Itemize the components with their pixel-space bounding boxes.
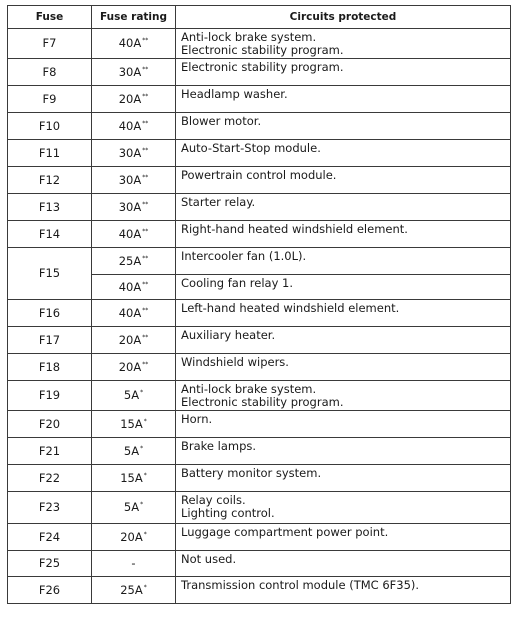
circuit-text: Auto-Start-Stop module. [181, 141, 321, 155]
circuit-text: Transmission control module (TMC 6F35). [181, 578, 420, 592]
rating-cell [92, 300, 176, 327]
rating-value: 20A [120, 529, 143, 544]
rating-footnote-mark: * [140, 444, 144, 452]
fuse-cell: F16 [8, 300, 92, 327]
circuits-cell [176, 59, 511, 86]
table-row [8, 577, 511, 604]
table-row [8, 140, 511, 167]
rating-value: 30A [118, 64, 142, 79]
fuse-cell: F18 [8, 354, 92, 381]
rating-value: 5A [123, 500, 140, 515]
rating-footnote-mark: * [143, 530, 147, 538]
circuits-cell [176, 551, 511, 577]
rating-value: 25A [118, 253, 142, 268]
table-row [8, 524, 511, 551]
rating-cell [92, 194, 176, 221]
rating-value: 40A [118, 305, 142, 320]
circuit-text: Electronic stability program. [181, 60, 344, 74]
fuse-cell: F9 [8, 86, 92, 113]
circuit-text: Lighting control. [181, 505, 275, 520]
rating-cell [92, 86, 176, 113]
circuits-cell [176, 411, 511, 438]
rating-footnote-mark: ** [142, 92, 149, 100]
circuits-cell [176, 381, 511, 411]
header-fuse-rating: Fuse rating [92, 6, 176, 29]
rating-footnote-mark: ** [142, 146, 149, 154]
rating-footnote-mark: ** [142, 280, 149, 288]
fuse-table [7, 5, 511, 604]
header-fuse: Fuse [8, 6, 92, 29]
fuse-cell: F19 [8, 381, 92, 411]
fuse-table-body [8, 29, 511, 604]
circuit-text: Powertrain control module. [181, 168, 337, 182]
circuits-cell [176, 577, 511, 604]
rating-cell [92, 29, 176, 59]
rating-cell [92, 354, 176, 381]
table-row [8, 167, 511, 194]
rating-footnote-mark: ** [142, 119, 149, 127]
rating-value: 30A [118, 172, 142, 187]
fuse-cell: F17 [8, 327, 92, 354]
circuits-cell [176, 194, 511, 221]
circuits-cell [176, 492, 511, 524]
rating-value: 40A [118, 226, 142, 241]
rating-cell [92, 465, 176, 492]
rating-footnote-mark: * [140, 389, 144, 397]
rating-value: 15A [120, 416, 143, 431]
circuit-text: Electronic stability program. [181, 394, 344, 409]
circuit-text: Electronic stability program. [181, 42, 344, 57]
table-row [8, 411, 511, 438]
circuit-text: Relay coils. [181, 493, 246, 507]
rating-value: 5A [123, 443, 140, 458]
rating-footnote-mark: ** [142, 200, 149, 208]
circuit-text: Anti-lock brake system. [181, 30, 317, 44]
circuits-cell [176, 275, 511, 300]
fuse-cell: F7 [8, 29, 92, 59]
rating-cell [92, 411, 176, 438]
rating-value: 40A [118, 118, 142, 133]
rating-cell [92, 140, 176, 167]
table-row [8, 551, 511, 577]
circuits-cell [176, 248, 511, 275]
circuit-text: Left-hand heated windshield element. [181, 301, 400, 315]
table-row [8, 221, 511, 248]
rating-value: - [131, 556, 136, 571]
circuits-cell [176, 167, 511, 194]
fuse-cell: F10 [8, 113, 92, 140]
rating-cell [92, 275, 176, 300]
rating-cell [92, 59, 176, 86]
circuit-text: Intercooler fan (1.0L). [181, 249, 307, 263]
rating-value: 20A [118, 91, 142, 106]
rating-cell [92, 221, 176, 248]
fuse-cell: F22 [8, 465, 92, 492]
rating-value: 20A [118, 332, 142, 347]
rating-footnote-mark: ** [142, 254, 149, 262]
table-row [8, 300, 511, 327]
table-row [8, 354, 511, 381]
circuits-cell [176, 465, 511, 492]
rating-value: 15A [120, 470, 143, 485]
circuits-cell [176, 524, 511, 551]
fuse-cell: F20 [8, 411, 92, 438]
circuits-cell [176, 113, 511, 140]
circuit-text: Auxiliary heater. [181, 328, 276, 342]
circuits-cell [176, 29, 511, 59]
circuits-cell [176, 354, 511, 381]
fuse-cell: F12 [8, 167, 92, 194]
rating-cell [92, 551, 176, 577]
rating-footnote-mark: ** [142, 306, 149, 314]
rating-cell [92, 438, 176, 465]
fuse-cell: F25 [8, 551, 92, 577]
circuit-text: Not used. [181, 552, 237, 566]
fuse-cell: F14 [8, 221, 92, 248]
circuits-cell [176, 140, 511, 167]
table-row [8, 86, 511, 113]
rating-footnote-mark: ** [142, 333, 149, 341]
rating-value: 20A [118, 359, 142, 374]
header-row [8, 6, 511, 29]
circuits-cell [176, 86, 511, 113]
circuit-text: Right-hand heated windshield element. [181, 222, 408, 236]
fuse-cell: F13 [8, 194, 92, 221]
fuse-cell: F15 [8, 248, 92, 300]
rating-cell [92, 492, 176, 524]
circuit-text: Blower motor. [181, 114, 262, 128]
rating-value: 30A [118, 199, 142, 214]
rating-footnote-mark: * [143, 583, 147, 591]
table-row [8, 29, 511, 59]
circuit-text: Horn. [181, 412, 213, 426]
rating-cell [92, 327, 176, 354]
circuit-text: Anti-lock brake system. [181, 382, 317, 396]
circuit-text: Starter relay. [181, 195, 256, 209]
rating-cell [92, 248, 176, 275]
circuit-text: Battery monitor system. [181, 466, 322, 480]
circuit-text: Brake lamps. [181, 439, 257, 453]
rating-footnote-mark: ** [142, 37, 149, 45]
rating-footnote-mark: ** [142, 65, 149, 73]
table-row [8, 59, 511, 86]
circuits-cell [176, 300, 511, 327]
table-row [8, 327, 511, 354]
circuits-cell [176, 438, 511, 465]
rating-footnote-mark: ** [142, 173, 149, 181]
rating-footnote-mark: ** [142, 360, 149, 368]
rating-value: 40A [118, 36, 142, 51]
circuits-cell [176, 327, 511, 354]
table-row [8, 248, 511, 275]
circuits-cell [176, 221, 511, 248]
circuit-text: Luggage compartment power point. [181, 525, 389, 539]
rating-cell [92, 524, 176, 551]
table-row [8, 492, 511, 524]
rating-value: 25A [120, 582, 143, 597]
rating-value: 5A [123, 388, 140, 403]
table-row [8, 194, 511, 221]
fuse-cell: F23 [8, 492, 92, 524]
rating-cell [92, 167, 176, 194]
rating-footnote-mark: * [143, 471, 147, 479]
rating-value: 40A [118, 279, 142, 294]
table-row [8, 438, 511, 465]
rating-footnote-mark: ** [142, 227, 149, 235]
header-circuits-protected: Circuits protected [176, 6, 511, 29]
table-row [8, 113, 511, 140]
fuse-cell: F8 [8, 59, 92, 86]
fuse-cell: F26 [8, 577, 92, 604]
rating-cell [92, 381, 176, 411]
rating-cell [92, 113, 176, 140]
rating-footnote-mark: * [143, 417, 147, 425]
table-row [8, 465, 511, 492]
circuit-text: Windshield wipers. [181, 355, 289, 369]
circuit-text: Cooling fan relay 1. [181, 276, 294, 290]
rating-value: 30A [118, 145, 142, 160]
circuit-text: Headlamp washer. [181, 87, 288, 101]
rating-footnote-mark: * [140, 501, 144, 509]
rating-cell [92, 577, 176, 604]
table-row [8, 381, 511, 411]
fuse-cell: F24 [8, 524, 92, 551]
fuse-cell: F11 [8, 140, 92, 167]
fuse-cell: F21 [8, 438, 92, 465]
